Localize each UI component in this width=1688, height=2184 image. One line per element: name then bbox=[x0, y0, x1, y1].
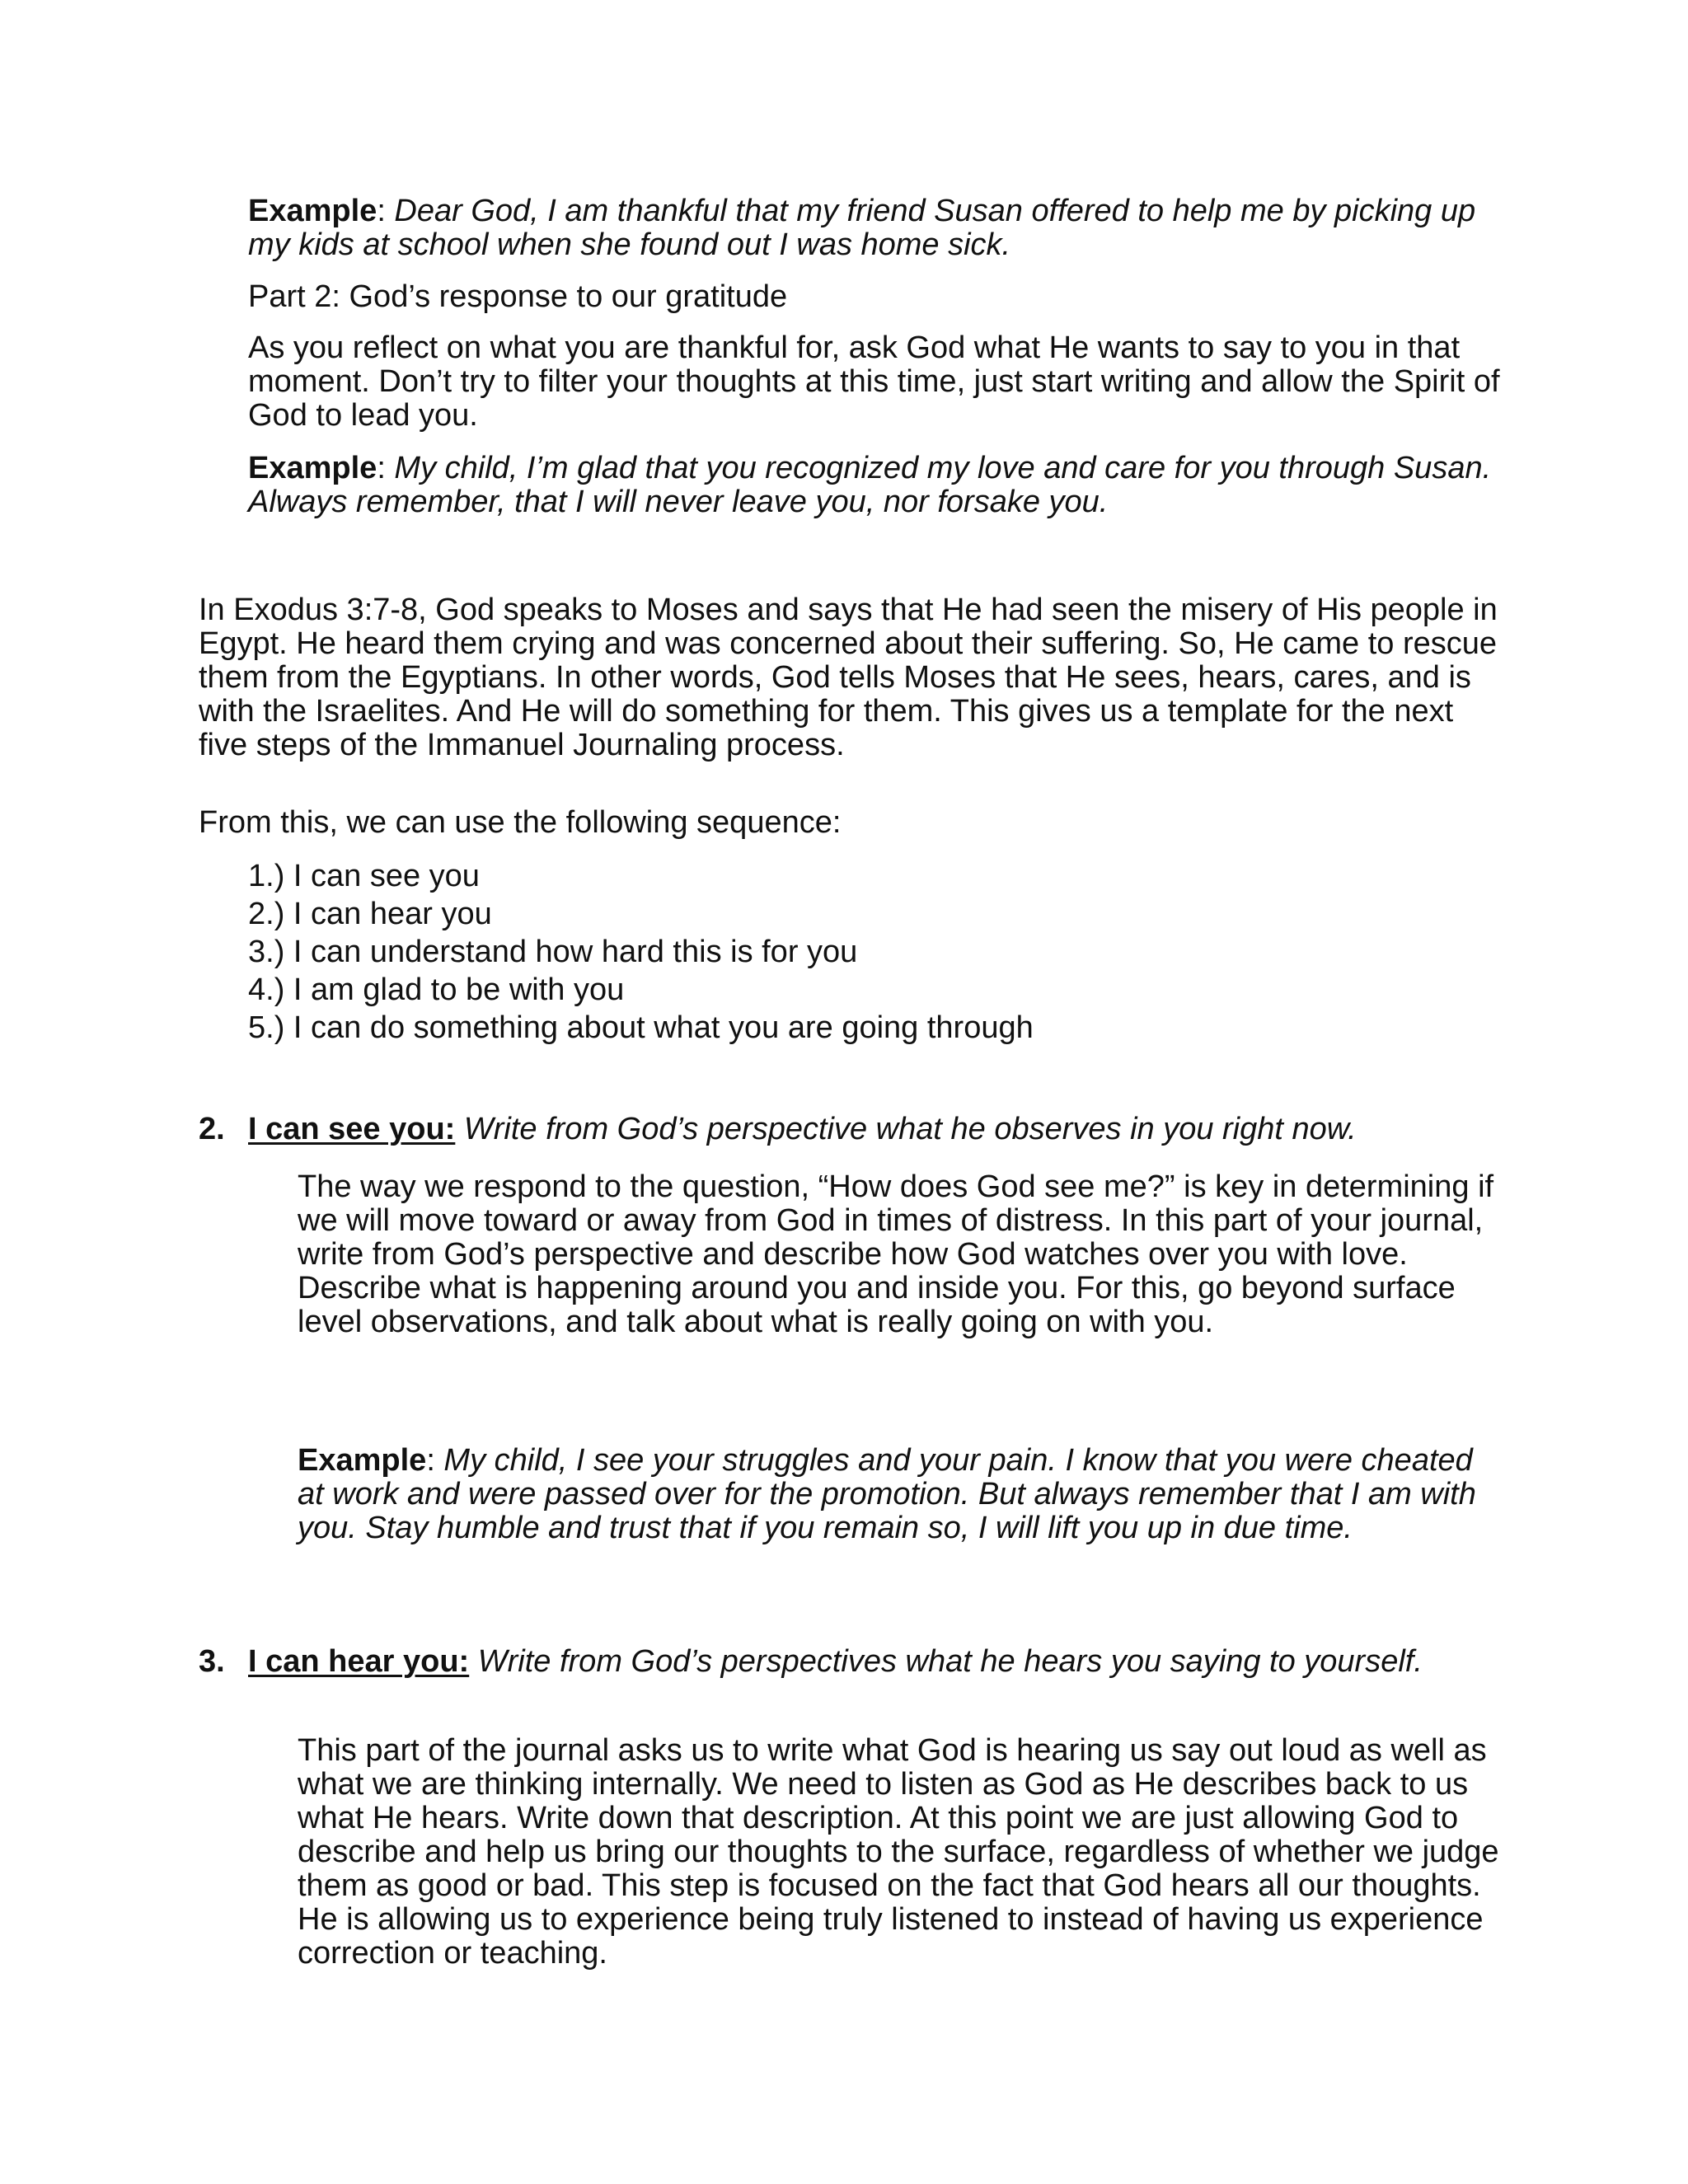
list-item: 4.) I am glad to be with you bbox=[248, 972, 625, 1007]
step2-heading bbox=[248, 1113, 1501, 1146]
step2-body: The way we respond to the question, “How does God see me?” is key in determining if we will move toward or away from God in times of distress. In this part of your journal, write from God’s perspective and describe how God watches over you with love. Describe what is happening around you and inside you. For this, go beyond surface level observations, and talk about what is really going on with you. bbox=[298, 1169, 1494, 1339]
example-text: Dear God, I am thankful that my friend Susan offered to help me by picking up my kids at school when she found out I was home sick. bbox=[248, 194, 1476, 262]
exodus-paragraph: In Exodus 3:7-8, God speaks to Moses and says that He had seen the misery of His people in Egypt. He heard them crying and was concerned about their suffering. So, He came to rescue them from the Egyptians. In other words, God tells Moses that He sees, hears, cares, and is with the Israelites. And He will do something for them. This gives us a template for the next five steps of the Immanuel Journaling process. bbox=[199, 593, 1498, 762]
step3-body: This part of the journal asks us to write what God is hearing us say out loud as well as what we are thinking internally. We need to listen as God as He describes back to us what He hears. Write down that description. At this point we are just allowing God to describe and help us bring our thoughts to the surface, regardless of whether we judge them as good or bad. This step is focused on the fact that God hears all our thoughts. He is allowing us to experience being truly listened to instead of having us experience correction or teaching. bbox=[298, 1733, 1499, 1971]
list-item: 3.) I can understand how hard this is for you bbox=[248, 935, 858, 969]
intro-example: Example: Dear God, I am thankful that my friend Susan offered to help me by picking up my kids at school when she found out I was home sick. bbox=[248, 194, 1476, 262]
step3-heading bbox=[248, 1645, 1501, 1679]
step2-subtitle: Write from God’s perspective what he observes in you right now. bbox=[455, 1112, 1357, 1146]
example-label: Example bbox=[248, 451, 377, 485]
step2-number: 2. bbox=[199, 1112, 225, 1146]
sequence-list bbox=[248, 857, 1484, 1047]
part2-title: Part 2: God’s response to our gratitude bbox=[248, 279, 788, 314]
list-item: 1.) I can see you bbox=[248, 859, 480, 893]
example-label: Example bbox=[298, 1443, 427, 1478]
list-item: 2.) I can hear you bbox=[248, 897, 492, 931]
sequence-lead-in: From this, we can use the following sequence: bbox=[199, 805, 842, 840]
step2-example: Example: My child, I see your struggles and your pain. I know that you were cheated at work and were passed over for the promotion. But always remember that I am with you. Stay humble and trust that if you remain so, I will lift you up in due time. bbox=[298, 1443, 1476, 1545]
example-label: Example bbox=[248, 194, 377, 228]
example-text: My child, I’m glad that you recognized my love and care for you through Susan. Always remember, that I will never leave you, nor forsake you. bbox=[248, 451, 1492, 519]
step3-number: 3. bbox=[199, 1644, 225, 1679]
step3-title: I can hear you: bbox=[248, 1644, 470, 1679]
part2-example: Example: My child, I’m glad that you recognized my love and care for you through Susan. Always remember, that I will never leave you, nor forsake you. bbox=[248, 451, 1492, 519]
list-item: 5.) I can do something about what you are going through bbox=[248, 1010, 1034, 1045]
part2-body: As you reflect on what you are thankful for, ask God what He wants to say to you in that moment. Don’t try to filter your thoughts at this time, just start writing and allow the Spirit of God to lead you. bbox=[248, 330, 1500, 433]
step3-subtitle: Write from God’s perspectives what he hears you saying to yourself. bbox=[469, 1644, 1423, 1679]
example-text: My child, I see your struggles and your pain. I know that you were cheated at work and were passed over for the promotion. But always remember that I am with you. Stay humble and trust that if you remain so, I will lift you up in due time. bbox=[298, 1443, 1476, 1545]
step2-title: I can see you: bbox=[248, 1112, 456, 1146]
